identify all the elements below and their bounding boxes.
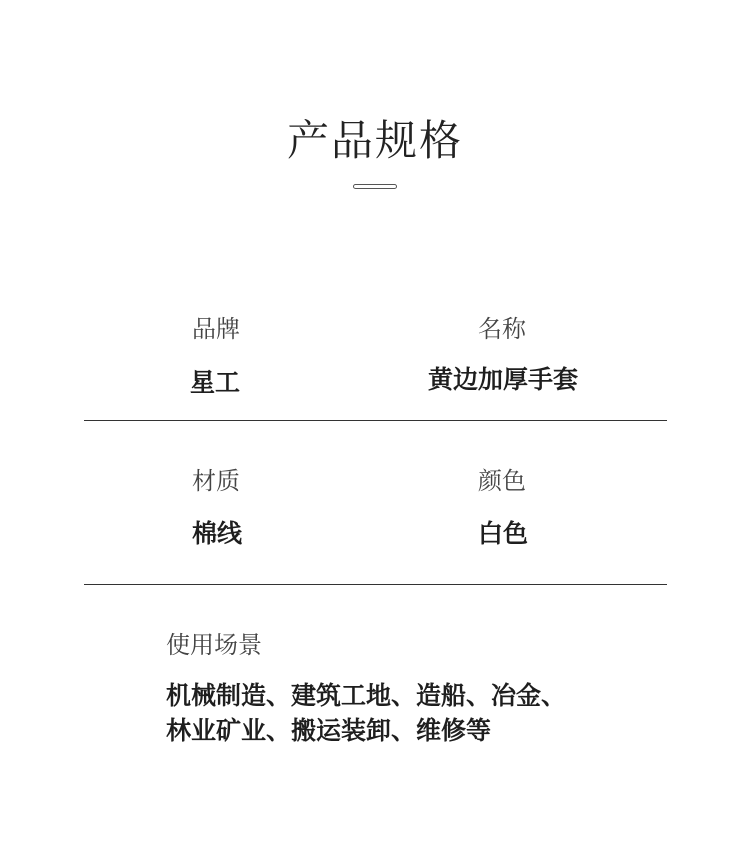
brand-label: 品牌 xyxy=(192,315,240,343)
color-value: 白色 xyxy=(478,519,529,548)
page-title: 产品规格 xyxy=(286,116,463,165)
material-label: 材质 xyxy=(192,467,240,495)
title-underline xyxy=(353,184,397,189)
usage-line: 机械制造、建筑工地、造船、冶金、 xyxy=(166,681,567,710)
divider xyxy=(84,584,667,585)
name-value: 黄边加厚手套 xyxy=(428,365,579,394)
color-label: 颜色 xyxy=(478,467,526,495)
brand-value: 星工 xyxy=(190,368,241,397)
name-label: 名称 xyxy=(478,315,526,343)
usage-line: 林业矿业、搬运装卸、维修等 xyxy=(166,716,492,745)
usage-value xyxy=(166,678,566,748)
divider xyxy=(84,420,667,421)
usage-label: 使用场景 xyxy=(166,631,262,659)
material-value: 棉线 xyxy=(192,519,243,548)
